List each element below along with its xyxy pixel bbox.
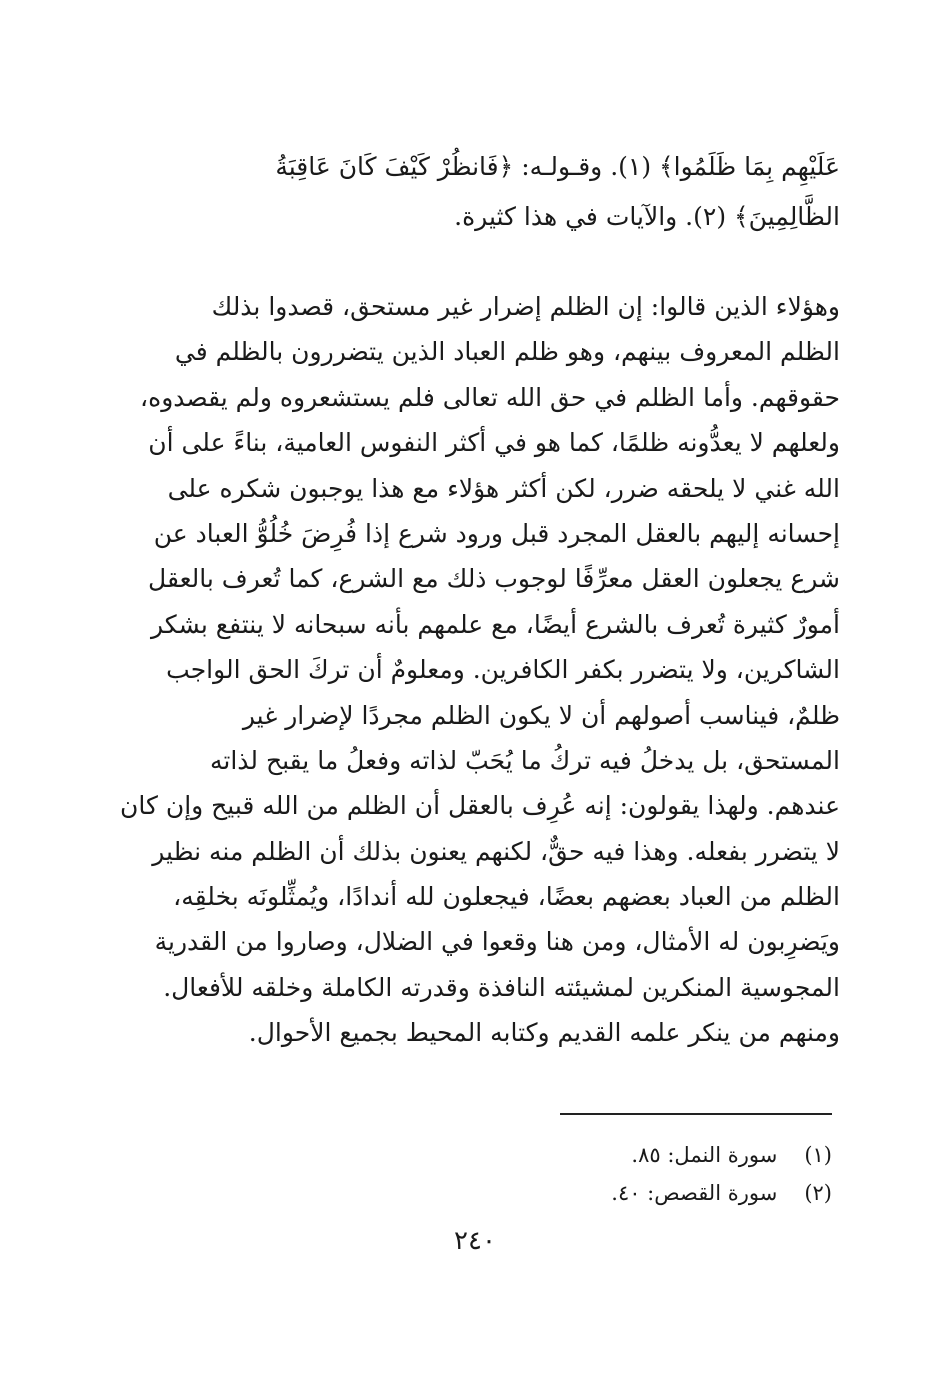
paragraph-line: الظلم المعروف بينهم، وهو ظلم العباد الذين يتضررون بالظلم في [174, 337, 840, 367]
paragraph-line: لا يتضرر بفعله. وهذا فيه حقٌّ، لكنهم يعنون بذلك أن الظلم منه نظير [152, 836, 840, 866]
intro-line: الظَّالِمِينَ﴾ (٢). والآيات في هذا كثيرة. [454, 202, 840, 231]
paragraph-line: ظلمٌ، فيناسب أصولهم أن لا يكون الظلم مجردًا لإضرار غير [242, 700, 840, 730]
paragraph-line: عندهم. ولهذا يقولون: إنه عُرِف بالعقل أن الظلم من الله قبيح وإن كان [120, 791, 840, 821]
footnote-item [332, 1174, 832, 1212]
paragraph-line: الشاكرين، ولا يتضرر بكفر الكافرين. ومعلومٌ أن تركَ الحق الواجب [166, 655, 840, 685]
footnotes [332, 1136, 832, 1212]
paragraph-line: إحسانه إليهم بالعقل المجرد قبل ورود شرع إذا فُرِضَ خُلُوُّ العباد عن [153, 518, 840, 548]
paragraph-line: المستحق، بل يدخلُ فيه تركُ ما يُحَبّ لذاته وفعلُ ما يقبح لذاته [209, 745, 840, 775]
main-paragraph [110, 284, 840, 1056]
footnote-text: سورة القصص: ٤٠. [611, 1181, 778, 1205]
paragraph-line: ولعلهم لا يعدُّونه ظلمًا، كما هو في أكثر النفوس العامية، بناءً على أن [148, 428, 840, 458]
page-number: ٢٤٠ [454, 1226, 496, 1256]
footnote-number: (١) [804, 1143, 832, 1167]
footnote-number: (٢) [804, 1181, 832, 1205]
paragraph-line: الله غني لا يلحقه ضرر، لكن أكثر هؤلاء مع هذا يوجبون شكره على [167, 473, 840, 503]
intro-line: عَلَيْهِم بِمَا ظَلَمُوا﴾ (١). وقـولـه: ﴿فَانظُرْ كَيْفَ كَانَ عَاقِبَةُ [275, 152, 840, 181]
paragraph-line: وهؤلاء الذين قالوا: إن الظلم إضرار غير مستحق، قصدوا بذلك [211, 292, 840, 321]
footnote-text: سورة النمل: ٨٥. [631, 1143, 778, 1167]
paragraph-line: شرع يجعلون العقل معرِّفًا لوجوب ذلك مع الشرع، كما تُعرف بالعقل [148, 564, 840, 594]
paragraph-line: ومنهم من ينكر علمه القديم وكتابه المحيط بجميع الأحوال. [248, 1018, 840, 1048]
paragraph-line: حقوقهم. وأما الظلم في حق الله تعالى فلم يستشعروه ولم يقصدوه، [140, 382, 840, 412]
paragraph-line: الظلم من العباد بعضهم بعضًا، فيجعلون لله أندادًا، ويُمثِّلونَه بخلقِه، [173, 882, 840, 912]
footnote-item [332, 1136, 832, 1174]
paragraph-line: أمورٌ كثيرة تُعرف بالشرع أيضًا، مع علمهم بأنه سبحانه لا ينتفع بشكر [151, 609, 840, 639]
paragraph-line: المجوسية المنكرين لمشيئته النافذة وقدرته الكاملة وخلقه للأفعال. [163, 972, 840, 1002]
footnote-separator [560, 1113, 832, 1115]
paragraph-line: ويَضرِبون له الأمثال، ومن هنا وقعوا في الضلال، وصاروا من القدرية [154, 927, 840, 957]
quranic-citation-block [110, 142, 840, 242]
